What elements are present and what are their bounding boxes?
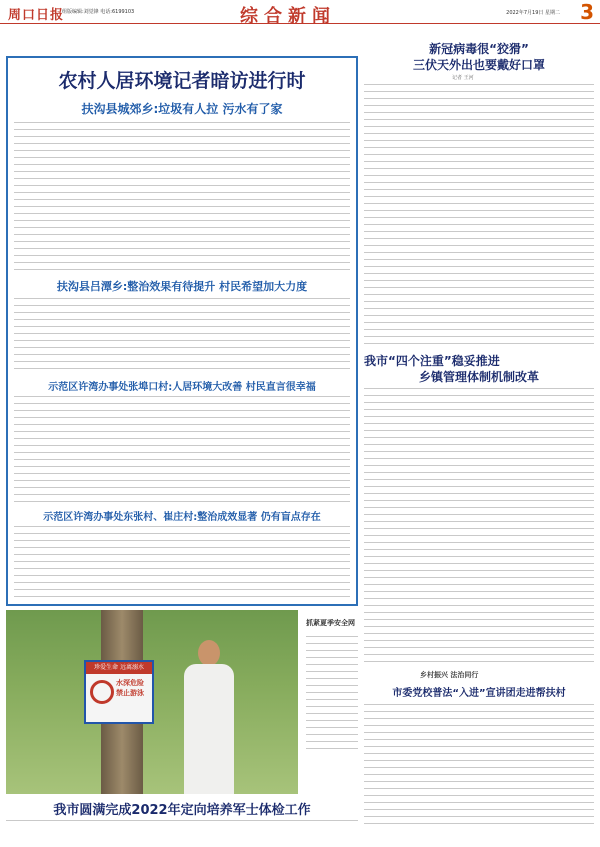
story3-title: 市委党校普法“入进”宣讲团走进帮扶村: [392, 688, 566, 699]
article-text: [14, 524, 350, 602]
newspaper-logo: 周口日报: [8, 8, 65, 23]
no-swimming-icon: [90, 680, 114, 704]
article-text: [364, 386, 594, 662]
story1-byline: 记者 王河: [452, 75, 474, 81]
person-shirt: [184, 664, 234, 794]
story2-title: 我市“四个注重”稳妥推进: [364, 354, 500, 368]
photo-caption-title: 抓紧夏季安全网: [306, 619, 355, 627]
photo-caption-area: [306, 610, 358, 794]
bottom-story-title: 我市圆满完成2022年定向培养军士体检工作: [53, 803, 311, 818]
story1-title: 新冠病毒很“狡猾”: [429, 42, 529, 56]
main-story-subhead-2: 扶沟县吕潭乡:整治效果有待提升 村民希望加大力度: [56, 280, 308, 293]
main-story-title: 农村人居环境记者暗访进行时: [58, 70, 306, 92]
main-story-box: [6, 56, 358, 606]
sign-header: 珍爱生命 远离溺水: [86, 662, 152, 674]
article-text: [14, 120, 350, 270]
article-text: [14, 296, 350, 374]
article-text: [364, 702, 594, 826]
person-head: [198, 640, 220, 666]
person-figure: [182, 640, 236, 794]
left-area: [6, 30, 358, 827]
warning-sign: [84, 660, 154, 724]
main-story-subhead-4: 示范区许湾办事处东张村、崔庄村:整治成效显著 仍有盲点存在: [43, 512, 321, 523]
story3-kicker: 乡村振兴 法治同行: [420, 671, 479, 679]
story1-subtitle: 三伏天外出也要戴好口罩: [412, 58, 545, 72]
right-column: [364, 30, 594, 827]
editor-info: 组版编辑:刘觉锋 电话:6199103: [62, 9, 135, 15]
main-story-subhead-3: 示范区许湾办事处张埠口村:人居环境大改善 村民直言很幸福: [48, 382, 316, 393]
masthead: [0, 0, 600, 27]
sign-text: 水深危险 禁止游泳: [116, 679, 144, 697]
article-text: [364, 82, 594, 346]
news-photo: [6, 610, 298, 794]
article-text: [6, 818, 358, 827]
page-number: 3: [580, 0, 594, 24]
story2-subtitle: 乡镇管理体制机制改革: [418, 370, 539, 384]
issue-date: 2022年7月19日 星期二: [506, 10, 560, 16]
section-title: 综合新闻: [240, 6, 336, 27]
photo-caption-text: [306, 634, 358, 754]
main-story-subhead-1: 扶沟县城郊乡:垃圾有人拉 污水有了家: [81, 102, 283, 116]
article-text: [14, 394, 350, 502]
